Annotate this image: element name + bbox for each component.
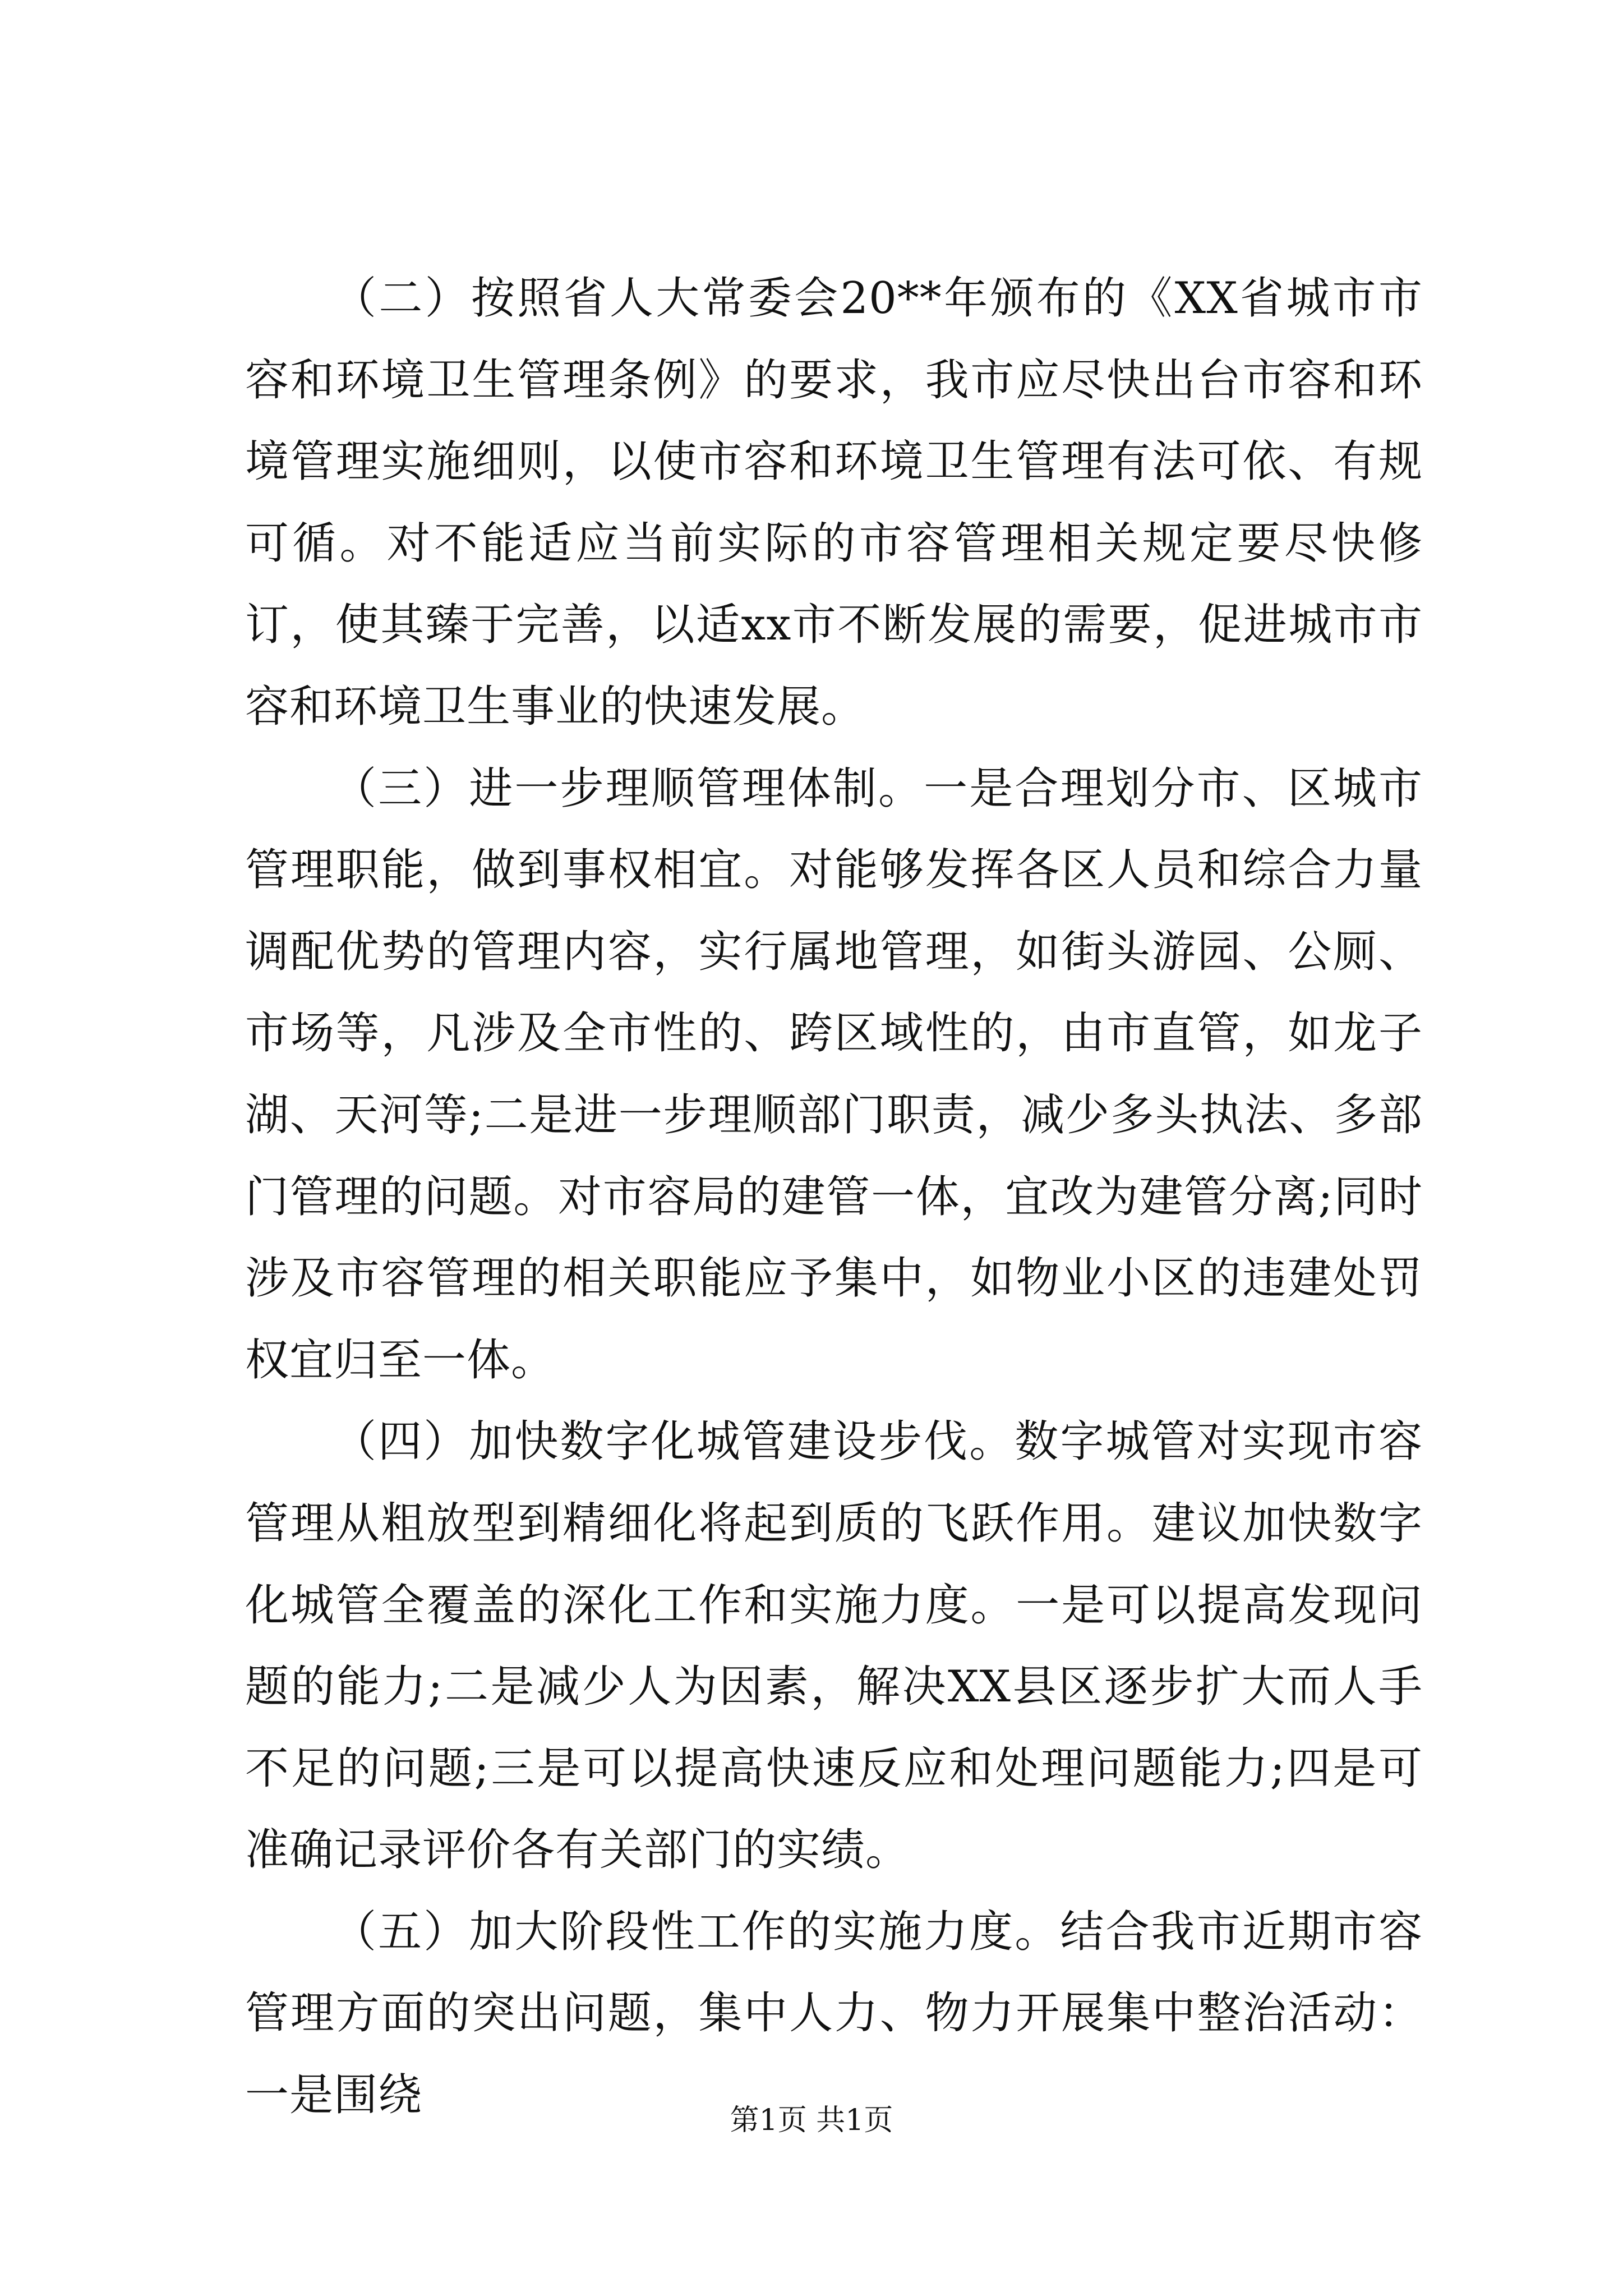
page-footer: 第1页 共1页 bbox=[730, 2104, 893, 2137]
paragraph-3: （三）进一步理顺管理体制。一是合理划分市、区城市管理职能，做到事权相宜。对能够发挥各区人员和综合力量调配优势的管理内容，实行属地管理，如街头游园、公厕、市场等，凡涉及全市性的、跨区域性的，由市直管，如龙子湖、天河等;二是进一步理顺部门职责，减少多头执法、多部门管理的问题。对市容局的建管一体，宜改为建管分离;同时涉及市容管理的相关职能应予集中，如物业小区的违建处罚权宜归至一体。 bbox=[245, 763, 1423, 1386]
paragraph-4: （四）加快数字化城管建设步伐。数字城管对实现市容管理从粗放型到精细化将起到质的飞跃作用。建议加快数字化城管全覆盖的深化工作和实施力度。一是可以提高发现问题的能力;二是减少人为因素，解决XX县区逐步扩大而人手不足的问题;三是可以提高快速反应和处理问题能力;四是可准确记录评价各有关部门的实绩。 bbox=[245, 1416, 1423, 1876]
paragraph-2: （二）按照省人大常委会20**年颁布的《XX省城市市容和环境卫生管理条例》的要求，我市应尽快出台市容和环境管理实施细则，以使市容和环境卫生管理有法可依、有规可循。对不能适应当前实际的市容管理相关规定要尽快修订，使其臻于完善，以适xx市不断发展的需要，促进城市市容和环境卫生事业的快速发展。 bbox=[245, 273, 1423, 732]
document-body bbox=[245, 258, 1423, 2137]
paragraph-5: （五）加大阶段性工作的实施力度。结合我市近期市容管理方面的突出问题，集中人力、物力开展集中整治活动：一是围绕 bbox=[245, 1906, 1423, 2121]
